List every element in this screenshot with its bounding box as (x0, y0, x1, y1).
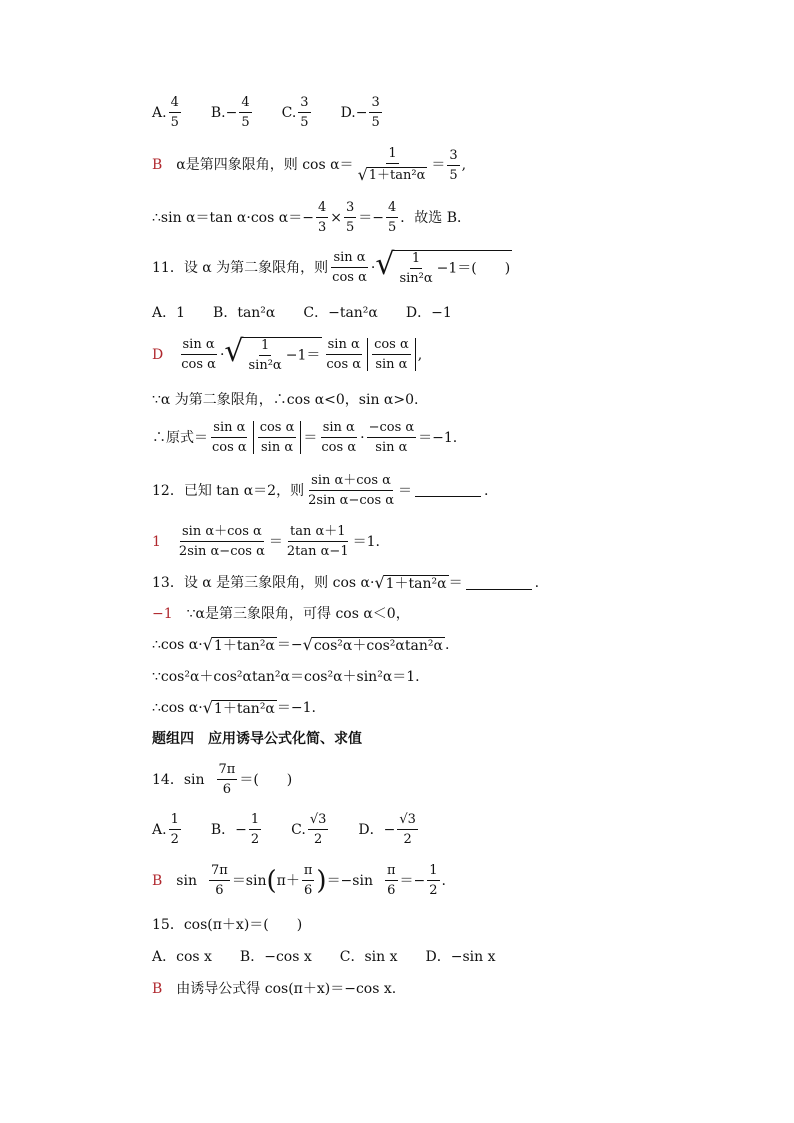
fraction: $\frac{\text{sin α}}{\text{cos α}}$ (181, 337, 216, 372)
absolute-value: $\frac{\text{cos α}}{\text{sin α}}$ (253, 421, 302, 454)
q15-solution: B 由诱导公式得 cos(π＋x)＝−cos x. (152, 981, 397, 997)
answer-blank (415, 484, 481, 497)
fraction: $\frac{\text{sin α}}{\text{cos α}}$ (321, 420, 357, 455)
option-d-label: D. (340, 104, 356, 121)
q15-question: 15．cos(π＋x)＝( ) (152, 917, 303, 933)
option-b-fraction: $\frac{4}{5}$ (241, 95, 250, 130)
fraction: $\frac{4}{5}$ (387, 200, 397, 235)
fraction: $\frac{\text{sin α＋cos α}}{\text{2sin α−cos α}}$ (308, 473, 395, 508)
fraction: $\frac{3}{5}$ (345, 200, 355, 235)
section-heading: 题组四 应用诱导公式化简、求值 (152, 731, 362, 747)
fraction: $\frac{\text{sin α＋cos α}}{\text{2sin α−cos α}}$ (178, 524, 265, 559)
absolute-value: $\frac{\text{cos α}}{\text{sin α}}$ (367, 338, 416, 371)
fraction: $\frac{3}{5}$ (449, 147, 458, 183)
q13-solution-line-2: ∴cos α· √ 1＋tan²α ＝− √ cos²α＋cos²αtan²α . (152, 635, 450, 654)
q13-solution-line-3: ∵cos²α＋cos²αtan²α＝cos²α＋sin²α＝1. (152, 669, 420, 685)
q10-solution-line-1: B α是第四象限角，则 cos α＝ 1 √ 1＋tan²α ＝ $\frac{3}{5}$ , (152, 146, 467, 184)
fraction: $\frac{√3}{2}$ (309, 812, 327, 847)
sqrt-expression: √ cos²α＋cos²αtan²α (302, 635, 443, 654)
fraction: $\frac{\text{sin α}}{\text{cos α}}$ (332, 250, 367, 285)
fraction: $\frac{7\pi}{6}$ (218, 762, 236, 797)
sqrt-expression: √ $\frac{1}{\text{sin²α}}$ −1＝ (224, 334, 321, 373)
q12-question: 12．已知 tan α＝2，则 $\frac{\text{sin α＋cos α}}{\text{2sin α−cos α}}$ ＝ . (152, 473, 489, 508)
option-c-label: C. (281, 104, 297, 121)
fraction: $\frac{√3}{2}$ (399, 812, 416, 847)
answer-value: −1 (152, 606, 173, 622)
q12-solution: 1 $\frac{\text{sin α＋cos α}}{\text{2sin α−cos α}}$ ＝ $\frac{\text{tan α＋1}}{\text{2tan α−1}}$ ＝1. (152, 524, 380, 559)
fraction: $\frac{1}{2}$ (250, 812, 260, 847)
fraction: $\frac{4}{3}$ (317, 200, 327, 235)
option-c-fraction: $\frac{3}{5}$ (300, 95, 309, 130)
fraction: 1 √ 1＋tan²α (357, 146, 426, 184)
q11-solution-line-3: ∴原式＝ $\frac{\text{sin α}}{\text{cos α}}$ $\frac{\text{cos α}}{\text{sin α}}$ ＝ $\frac{\text{sin α}}{\text{cos α}}$ · $\frac{\text{−cos α}}{\text{sin α}}$ ＝−1. (152, 420, 458, 455)
sqrt-expression: √ 1＋tan²α (202, 698, 275, 717)
sqrt-expression: √ 1＋tan²α (202, 635, 275, 654)
sqrt-expression: √ 1＋tan²α (374, 573, 447, 592)
q10-options: A. $\frac{4}{5}$ B. − $\frac{4}{5}$ C. $\frac{3}{5}$ D. − $\frac{3}{5}$ (152, 95, 380, 130)
option-b-label: B. (210, 104, 226, 121)
q11-solution-line-2: ∵α 为第二象限角，∴cos α<0，sin α>0. (152, 392, 419, 408)
q13-question: 13．设 α 是第三象限角，则 cos α· √ 1＋tan²α ＝ . (152, 573, 540, 592)
answer-letter: B (152, 981, 163, 997)
q14-solution: B sin $\frac{7\pi}{6}$ ＝sin ( π＋ $\frac{\pi}{6}$ ) ＝−sin $\frac{\pi}{6}$ ＝− $\frac{1}{2}$ . (152, 863, 446, 898)
fraction: $\frac{1}{2}$ (429, 863, 438, 898)
option-a-label: A. (152, 104, 167, 121)
q14-options: A. $\frac{1}{2}$ B． − $\frac{1}{2}$ C. $\frac{√3}{2}$ D． − $\frac{√3}{2}$ (152, 812, 416, 847)
answer-letter: B (152, 157, 163, 173)
sqrt-expression: √ 1＋tan²α (357, 165, 426, 184)
answer-letter: D (152, 346, 164, 363)
fraction: $\frac{\text{sin α}}{\text{cos α}}$ (212, 420, 247, 455)
q11-question: 11．设 α 为第二象限角，则 $\frac{\text{sin α}}{\text{cos α}}$ · √ $\frac{1}{\text{sin²α}}$ −1＝( ) (152, 247, 511, 286)
option-d-fraction: $\frac{3}{5}$ (371, 95, 380, 130)
fraction: $\frac{7\pi}{6}$ (210, 863, 228, 898)
fraction: $\frac{1}{2}$ (170, 812, 179, 847)
fraction: $\frac{\pi}{6}$ (386, 863, 396, 898)
q10-solution-line-2: ∴sin α＝tan α·cos α＝− $\frac{4}{3}$ × $\frac{3}{5}$ ＝− $\frac{4}{5}$ ．故选 B． (152, 200, 471, 235)
q15-options: A．cos x B．−cos x C．sin x D．−sin x (152, 949, 496, 965)
fraction: $\frac{\pi}{6}$ (303, 863, 313, 898)
q11-solution-line-1: D $\frac{\text{sin α}}{\text{cos α}}$ · √ $\frac{1}{\text{sin²α}}$ −1＝ $\frac{\text{sin α}}{\text{cos α}}$ $\frac{\text{cos α}}{\text{sin α}}$ , (152, 334, 423, 373)
answer-value: 1 (152, 533, 161, 550)
q11-options: A．1 B．tan²α C．−tan²α D．−1 (152, 305, 452, 321)
fraction: $\frac{\text{sin α}}{\text{cos α}}$ (326, 337, 362, 372)
q13-solution-line-1: −1 ∵α是第三象限角，可得 cos α＜0， (152, 606, 410, 622)
answer-letter: B (152, 872, 163, 889)
option-a-fraction: $\frac{4}{5}$ (170, 95, 179, 130)
sqrt-expression: √ $\frac{1}{\text{sin²α}}$ −1＝( ) (375, 247, 511, 286)
q13-solution-line-4: ∴cos α· √ 1＋tan²α ＝−1. (152, 698, 316, 717)
fraction: $\frac{\text{−cos α}}{\text{sin α}}$ (368, 420, 415, 455)
q14-question: 14．sin $\frac{7\pi}{6}$ ＝( ) (152, 762, 293, 797)
fraction: $\frac{\text{tan α＋1}}{\text{2tan α−1}}$ (286, 524, 349, 559)
answer-blank (466, 577, 532, 590)
